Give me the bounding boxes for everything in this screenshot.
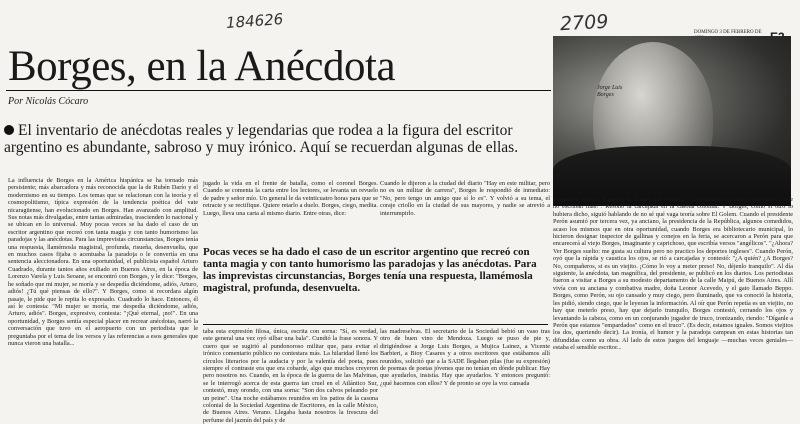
lead-text: El inventario de anécdotas reales y legendarias que rodea a la figura del escritor argentino es abundante, sabroso y muy irónico. Aquí se recuerdan algunas de ellas. <box>4 122 519 156</box>
column-1-text: La influencia de Borges en la América hispánica se ha tornado más persistente; más abarcadora y más reconocida que la de Rubén Darío y el modernismo en su tiempo. Los temas que se relacionan con la teoría y el cosmopolitismo, típica expresión de la tendencia poética del vate nicaragüense, han evolucionado en Borges. Han avanzado con amplitud. Sus notas más divulgadas, entre tantas admiradas, trascienden lo nacional y se ubican en lo universal. Muy pocas veces se ha dado el caso de un escritor argentino que recreó con tanta magia y con tanto humorismo las paradojas y las anécdotas. Para las imprevistas circunstancias, Borges tenía una respuesta, llamémosla magistral, profunda, risueña, desenvuelta, que en muchos casos fijaba o acentuaba la paradoja o le convertía en una sentencia aleccionadora. En una oportunidad, el publicista español Arturo Cuadrado, durante tantos años exiliado en Buenos Aires, en la época de Lorenzo Varela y Luis Seoane, se encontró con Borges, y le dice: "Borges, he soñado que mi mujer, se moría y se despedía diciéndome, adiós, Arturo, adiós! ¿Tú qué piensas de ello?". Y Borges, como si recordara algún pasaje, le pide que le repita lo expresado. Cuadrado lo hace. Entonces, él así le contesta: "Mi mujer se moría, me despedía diciéndome, adiós, Arturo, adiós". Borges, expresivo, contesta: "¡Qué eternal, ¡no!". En una oportunidad, y Borges sentía especial placer en recrear anécdotas, narró la conversación que tuvo en el aeropuerto con un periodista que le preguntaba por el tema de los versos y las referencias a esos generales que nunca vieron una batalla... <box>8 177 198 347</box>
photo-caption <box>597 85 622 99</box>
bullet-icon <box>4 125 14 135</box>
column-4-text: y pausada, típica y lugareña de Borges que enfatiza: "¡Disuadirlos, mi amigo, disuadirlos! que no escriban más!". Resonó la carcajada en la casona colonial. Y Borges, como si otro lo hubiera dicho, siguió hablando de no sé qué vaga teoría sobre El Golem. Cuando el presidente Perón asumió por tercera vez, ya anciano, la presidencia de la República, algunos comedidos, acaso los mismos que en otra oportunidad, cuando Borges era bibliotecario municipal, lo hicieron designar inspector de gallinas y conejos en la feria, se acercaron a Perón para que encarecerá al viejo Borges, imaginante y caprichoso, que escribía versos "angélicos". "¿Ahora? Ver Borges suelto: me gusta su cultura pero no practico los deportes ingleses". Cuando Perón, oyó que la rápida y caustica los ojos, se rió a carcajadas y contestó: "¿A quién? ¿A Borges? No, compañeros, si es un viejito. ¡Cómo lo voy a meter preso! No, déjenlo tranquilo". Al día siguiente, la anécdota, tan magnífica, del presidente, se publicó en los diarios. Los periodistas fueron a visitar a Borges a su modesto departamento de la calle Maipú, de Buenos Aires. Allí vivía con su anciana y combativa madre, doña Leonor Acevedo, y el gato llamado Beppo. Borges, como Perón, su ojo cansado y muy ciego, pero iluminado, que va conoció la historia, les pidió, siendo ciego, que le leyeran la información. Al oír que Perón repetía es un viejito, no hay que meterlo preso, hay que dejarlo tranquilo, Borges contestó, cerrando los ojos y levantando la cabeza, como en un conjurando jugador de truco, ironizando, riendo: "Díganle a Perón que estamos "empardados" como en el truco". (Es decir, estamos iguales. Somos viejitos los dos, queriendo decir). La ironía, el humor y la paradoja campean en estas historias tan difundidas como su obra. Al lado de estos juegos del lenguaje —muchas veces geniales— estaba el sensible escritor... <box>553 196 793 352</box>
byline: Por Nicolás Cócaro <box>8 96 89 107</box>
pull-quote-rule <box>203 324 548 325</box>
headline-rule <box>6 90 551 91</box>
handwritten-archive-number: 184626 <box>225 10 284 32</box>
column-2-bottom-text: taba esta expresión filosa, única, escrita con sorna: "Sí, es verdad, este general una vez oyó silbar una bala". Cundió la frase sonora. Y cuero que se sugirió al pundonoroso militar que, para evitar el irónico comentario público no contestara más. La hilaridad llenó los círculos literarios por la audacia y por la valentía del poeta, pues siempre el contraste era que era cobarde, algo que muchos creyeron pero nosotros no. Cuando, en la época de la guerra de las Malvinas, se le interrogó acerca de esta guerra tan cruel en el Atlántico Sur, contestó, muy orondo, con una sorna: "Son dos calvos peleando por un peine". Una noche estábamos reunidos en los patios de la casona colonial de la Sociedad Argentina de Escritores, en la calle México, de Buenos Aires. Verano. Llegaba hasta nosotros la frescura del perfume del jazmín del país y de <box>203 328 378 424</box>
handwritten-page-number: 2709 <box>559 10 609 36</box>
borges-photo <box>553 36 791 194</box>
page-date: DOMINGO 3 DE FEBRERO DE <box>694 30 762 35</box>
article-column-4 <box>553 196 793 415</box>
article-column-3-bottom <box>380 328 550 416</box>
column-3-top-text: Cuando le dijeron a la ciudad del diario "Hay en este militar, pero no es un militar de carrera", Borges le respondió de inmediato: "No, pero tengo un amigo que sí lo es". Y volvió a su tema, el coraje criollo en la ciudad de sus mayores, y nadie se atrevió a interrumpirlo. <box>380 180 550 217</box>
article-column-2-top <box>203 180 378 240</box>
photo-caption-line1: Jorge Luis <box>597 85 623 91</box>
column-2-top-text: jugado la vida en el frente de batalla, como el coronel Borges. Cuando se comenta la carta entre los lectores, se levanta un revuelo de padre y señor mío. Un general le da veinticuatro horas para que se retracte y se rectifique. Quiere retarlo a duelo. Borges, ciego, medita. Luego, lleva una carta al mismo diario. Entre otras, dice: <box>203 180 378 217</box>
lead-paragraph <box>4 122 544 156</box>
pull-quote: Pocas veces se ha dado el caso de un escritor argentino que recreó con tanta magia y con tanto humorismo las paradojas y las anécdotas. Para las imprevistas circunstancias, Borges tenía una respuesta, llamémosla magistral, profunda, desenvuelta. <box>203 246 537 294</box>
article-column-1 <box>8 177 198 415</box>
article-column-3-top <box>380 180 550 250</box>
article-column-2-bottom <box>203 328 378 424</box>
photo-caption-line2: Borges <box>597 92 614 98</box>
headline: Borges, en la Anécdota <box>8 43 396 90</box>
column-3-bottom-text: las madreselvas. El secretario de la Sociedad bebió un vaso tras otro de buen vino de Mendoza. Luego se puso de pie y, dirigiéndose a Jorge Luis Borges, a Mujica Lainez, a Vicente Barbieri, a Bioy Casares y a otros escritores que estábamos allí reunidos, solicitó que a la SADE llegaban pilas (fue su expresión) de poemas de poetas jóvenes que no tenían en dónde publicar. Hay que ayudarlos, insistía. Hay que ayudarlos. Y entonces preguntó: ¿qué hacemos con ellos? Y de pronto se oye la voz cansada <box>380 328 550 387</box>
